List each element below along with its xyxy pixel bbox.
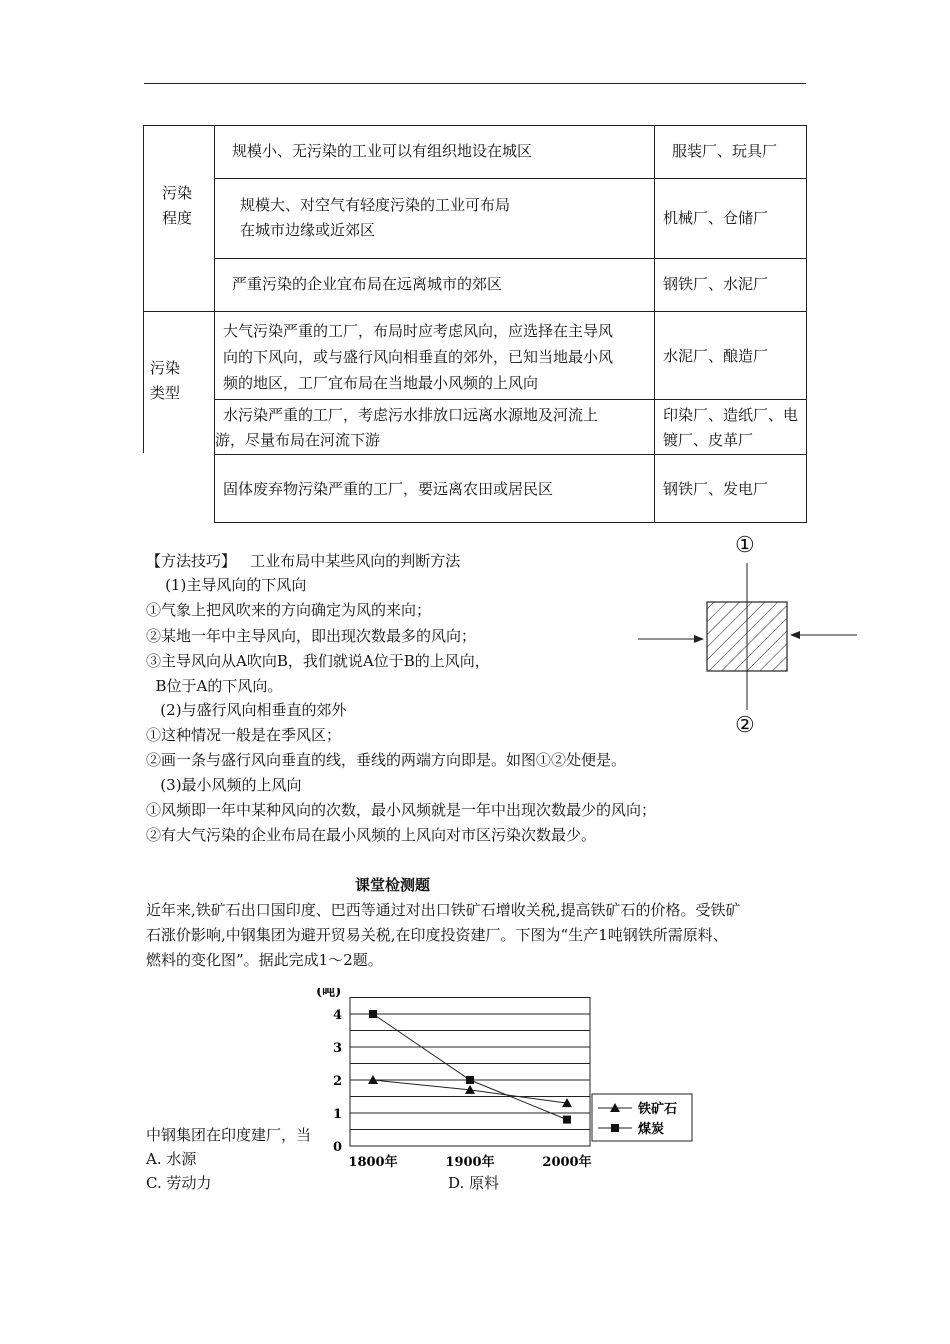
method-line: ②有大气污染的企业布局在最小风频的上风向对市区污染次数最少。	[146, 826, 597, 844]
method-line: (1)主导风向的下风向	[146, 576, 307, 594]
y-tick-label: 3	[332, 1041, 342, 1056]
method-line: ①气象上把风吹来的方向确定为风的来向；	[146, 601, 432, 619]
table-row-desc: 严重污染的企业宜布局在远离城市的郊区	[232, 275, 503, 293]
table-row-examples: 钢铁厂、水泥厂	[663, 275, 769, 293]
table-row-desc: 固体废弃物污染严重的工厂，要远离农田或居民区	[223, 480, 554, 498]
method-line: ②画一条与盛行风向垂直的线，垂线的两端方向即是。如图①②处便是。	[146, 751, 627, 769]
x-tick-label: 1800年	[348, 1155, 398, 1168]
table-row-examples: 机械厂、仓储厂	[663, 209, 769, 227]
option-c[interactable]: C. 劳动力	[146, 1174, 212, 1192]
y-axis-label: (吨)	[316, 988, 342, 1000]
y-tick-label: 2	[332, 1074, 342, 1089]
diagram-label-bottom: ②	[735, 713, 755, 738]
x-tick-label: 1900年	[445, 1155, 495, 1168]
legend-label: 铁矿石	[638, 1102, 678, 1117]
quiz-intro-line: 燃料的变化图”。据此完成1～2题。	[146, 951, 383, 969]
option-a[interactable]: A. 水源	[146, 1150, 197, 1168]
series-line	[373, 1014, 567, 1120]
group-label-degree: 污染 程度	[162, 184, 193, 227]
wind-diagram-graphic	[630, 533, 862, 743]
table-row-desc: 水污染严重的工厂，考虑污水排放口远离水源地及河流上 游，尽量布局在河流下游	[215, 406, 599, 449]
data-point-coal	[369, 1010, 377, 1018]
method-line: (3)最小风频的上风向	[146, 776, 302, 794]
legend-label: 煤炭	[638, 1122, 665, 1137]
table-row-desc: 大气污染严重的工厂，布局时应考虑风向，应选择在主导风 向的下风向，或与盛行风向相垂直的郊外，已知当地最小风 频的地区，工厂宜布局在当地最小风频的上风向	[223, 322, 614, 392]
wind-diagram	[630, 533, 862, 743]
question-stem: 中钢集团在印度建厂，当	[146, 1126, 312, 1144]
method-line: 【方法技巧】 工业布局中某些风向的判断方法	[146, 552, 461, 570]
chart-container	[300, 988, 720, 1168]
diagram-label-top: ①	[735, 533, 755, 558]
material-chart	[300, 988, 720, 1168]
method-line: B位于A的下风向。	[146, 677, 283, 695]
data-point-coal	[563, 1116, 571, 1124]
method-line: (2)与盛行风向相垂直的郊外	[146, 701, 347, 719]
option-d[interactable]: D. 原料	[448, 1174, 500, 1192]
y-tick-label: 1	[332, 1107, 342, 1122]
table-row-desc: 规模大、对空气有轻度污染的工业可布局 在城市边缘或近郊区	[240, 196, 511, 239]
table-row-desc: 规模小、无污染的工业可以有组织地设在城区	[232, 142, 533, 160]
y-tick-label: 4	[332, 1008, 342, 1023]
method-line: ②某地一年中主导风向，即出现次数最多的风向；	[146, 627, 477, 645]
table-row-examples: 钢铁厂、发电厂	[663, 480, 769, 498]
x-tick-label: 2000年	[542, 1155, 592, 1168]
table-row-examples: 水泥厂、酿造厂	[663, 347, 769, 365]
quiz-intro-line: 近年来,铁矿石出口国印度、巴西等通过对出口铁矿石增收关税,提高铁矿石的价格。受铁矿	[146, 901, 741, 919]
y-tick-label: 0	[332, 1140, 342, 1155]
method-line: ①风频即一年中某种风向的次数，最小风频就是一年中出现次数最少的风向；	[146, 801, 657, 819]
data-point-coal	[466, 1076, 474, 1084]
quiz-intro-line: 石涨价影响,中钢集团为避开贸易关税,在印度投资建厂。下图为“生产1吨钢铁所需原料、	[146, 926, 728, 944]
quiz-title: 课堂检测题	[355, 876, 431, 894]
method-line: ③主导风向从A吹向B，我们就说A位于B的上风向，	[146, 652, 490, 670]
method-line: ①这种情况一般是在季风区；	[146, 726, 342, 744]
table-row-examples: 服装厂、玩具厂	[672, 142, 778, 160]
table-row-examples: 印染厂、造纸厂、电 镀厂、皮革厂	[663, 406, 799, 449]
group-label-type: 污染 类型	[150, 359, 181, 402]
plot-area	[350, 998, 590, 1147]
legend-marker	[611, 1124, 619, 1132]
header-rule	[144, 83, 806, 84]
